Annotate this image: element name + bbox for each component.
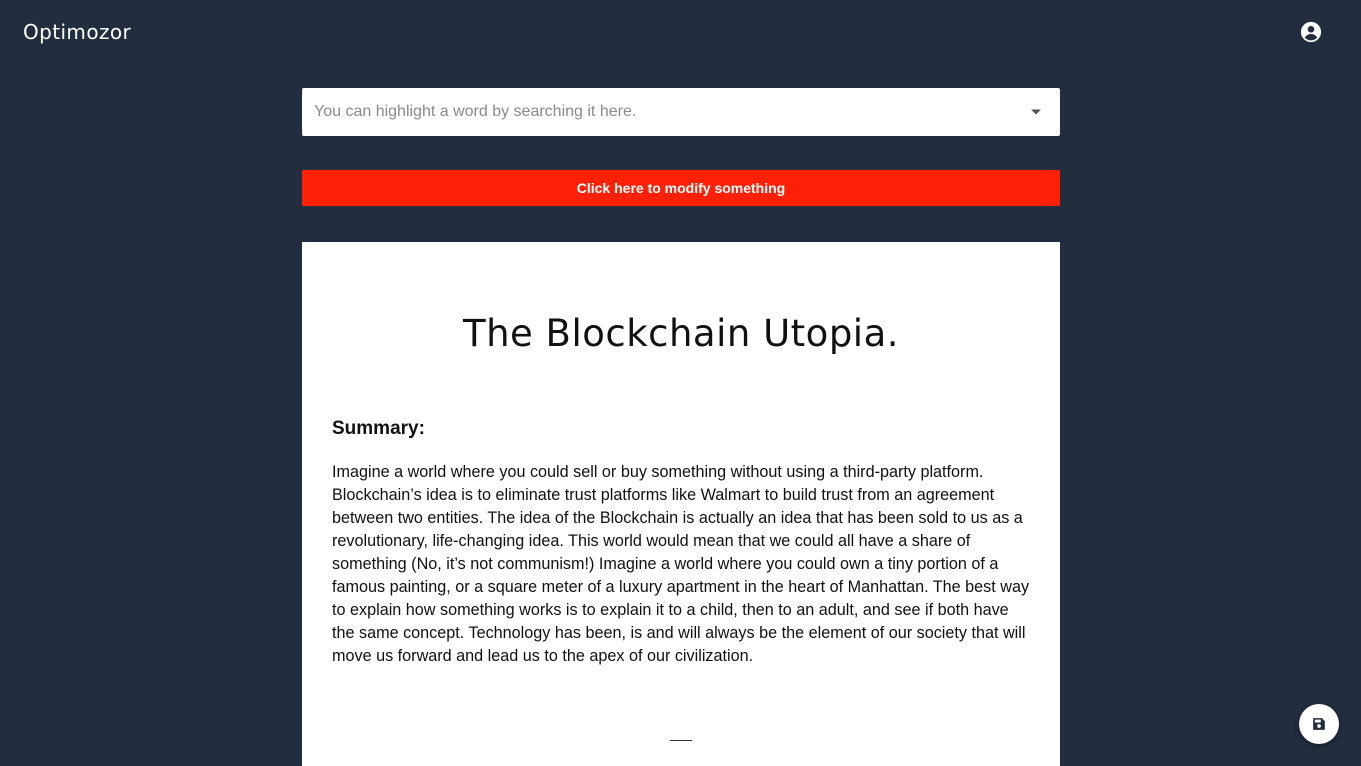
summary-text: Imagine a world where you could sell or buy something without using a third-party platform. Blockchain’s idea is to eliminate trust platforms like Walmart to build trust from an agreement between two entities. The idea of the Blockchain is actually an idea that has been sold to us as a revolutionary, life-changing idea. This world would mean that we could all have a share of something (No, it’s not communism!) Imagine a world where you could own a tiny portion of a famous painting, or a square meter of a luxury apartment in the heart of Manhattan. The best way to explain how something works is to explain it to a child, then to an adult, and see if both have the same concept. Technology has been, is and will always be the element of our society that will move us forward and lead us to the apex of our civilization.: [332, 463, 1030, 665]
account-button[interactable]: [1300, 21, 1322, 43]
summary-heading: Summary:: [332, 418, 425, 439]
caret-down-icon[interactable]: [1030, 108, 1042, 116]
save-button[interactable]: [1299, 704, 1339, 744]
app-title: Optimozor: [23, 20, 132, 44]
document-title: The Blockchain Utopia.: [462, 312, 900, 355]
document-card: [302, 242, 1060, 766]
save-icon: [1312, 717, 1326, 731]
top-bar: [0, 0, 1361, 64]
account-circle-icon: [1300, 21, 1322, 43]
search-input[interactable]: [302, 88, 1002, 136]
modify-button[interactable]: Click here to modify something: [302, 170, 1060, 206]
section-divider: [670, 740, 692, 741]
search-combobox[interactable]: [302, 88, 1060, 136]
